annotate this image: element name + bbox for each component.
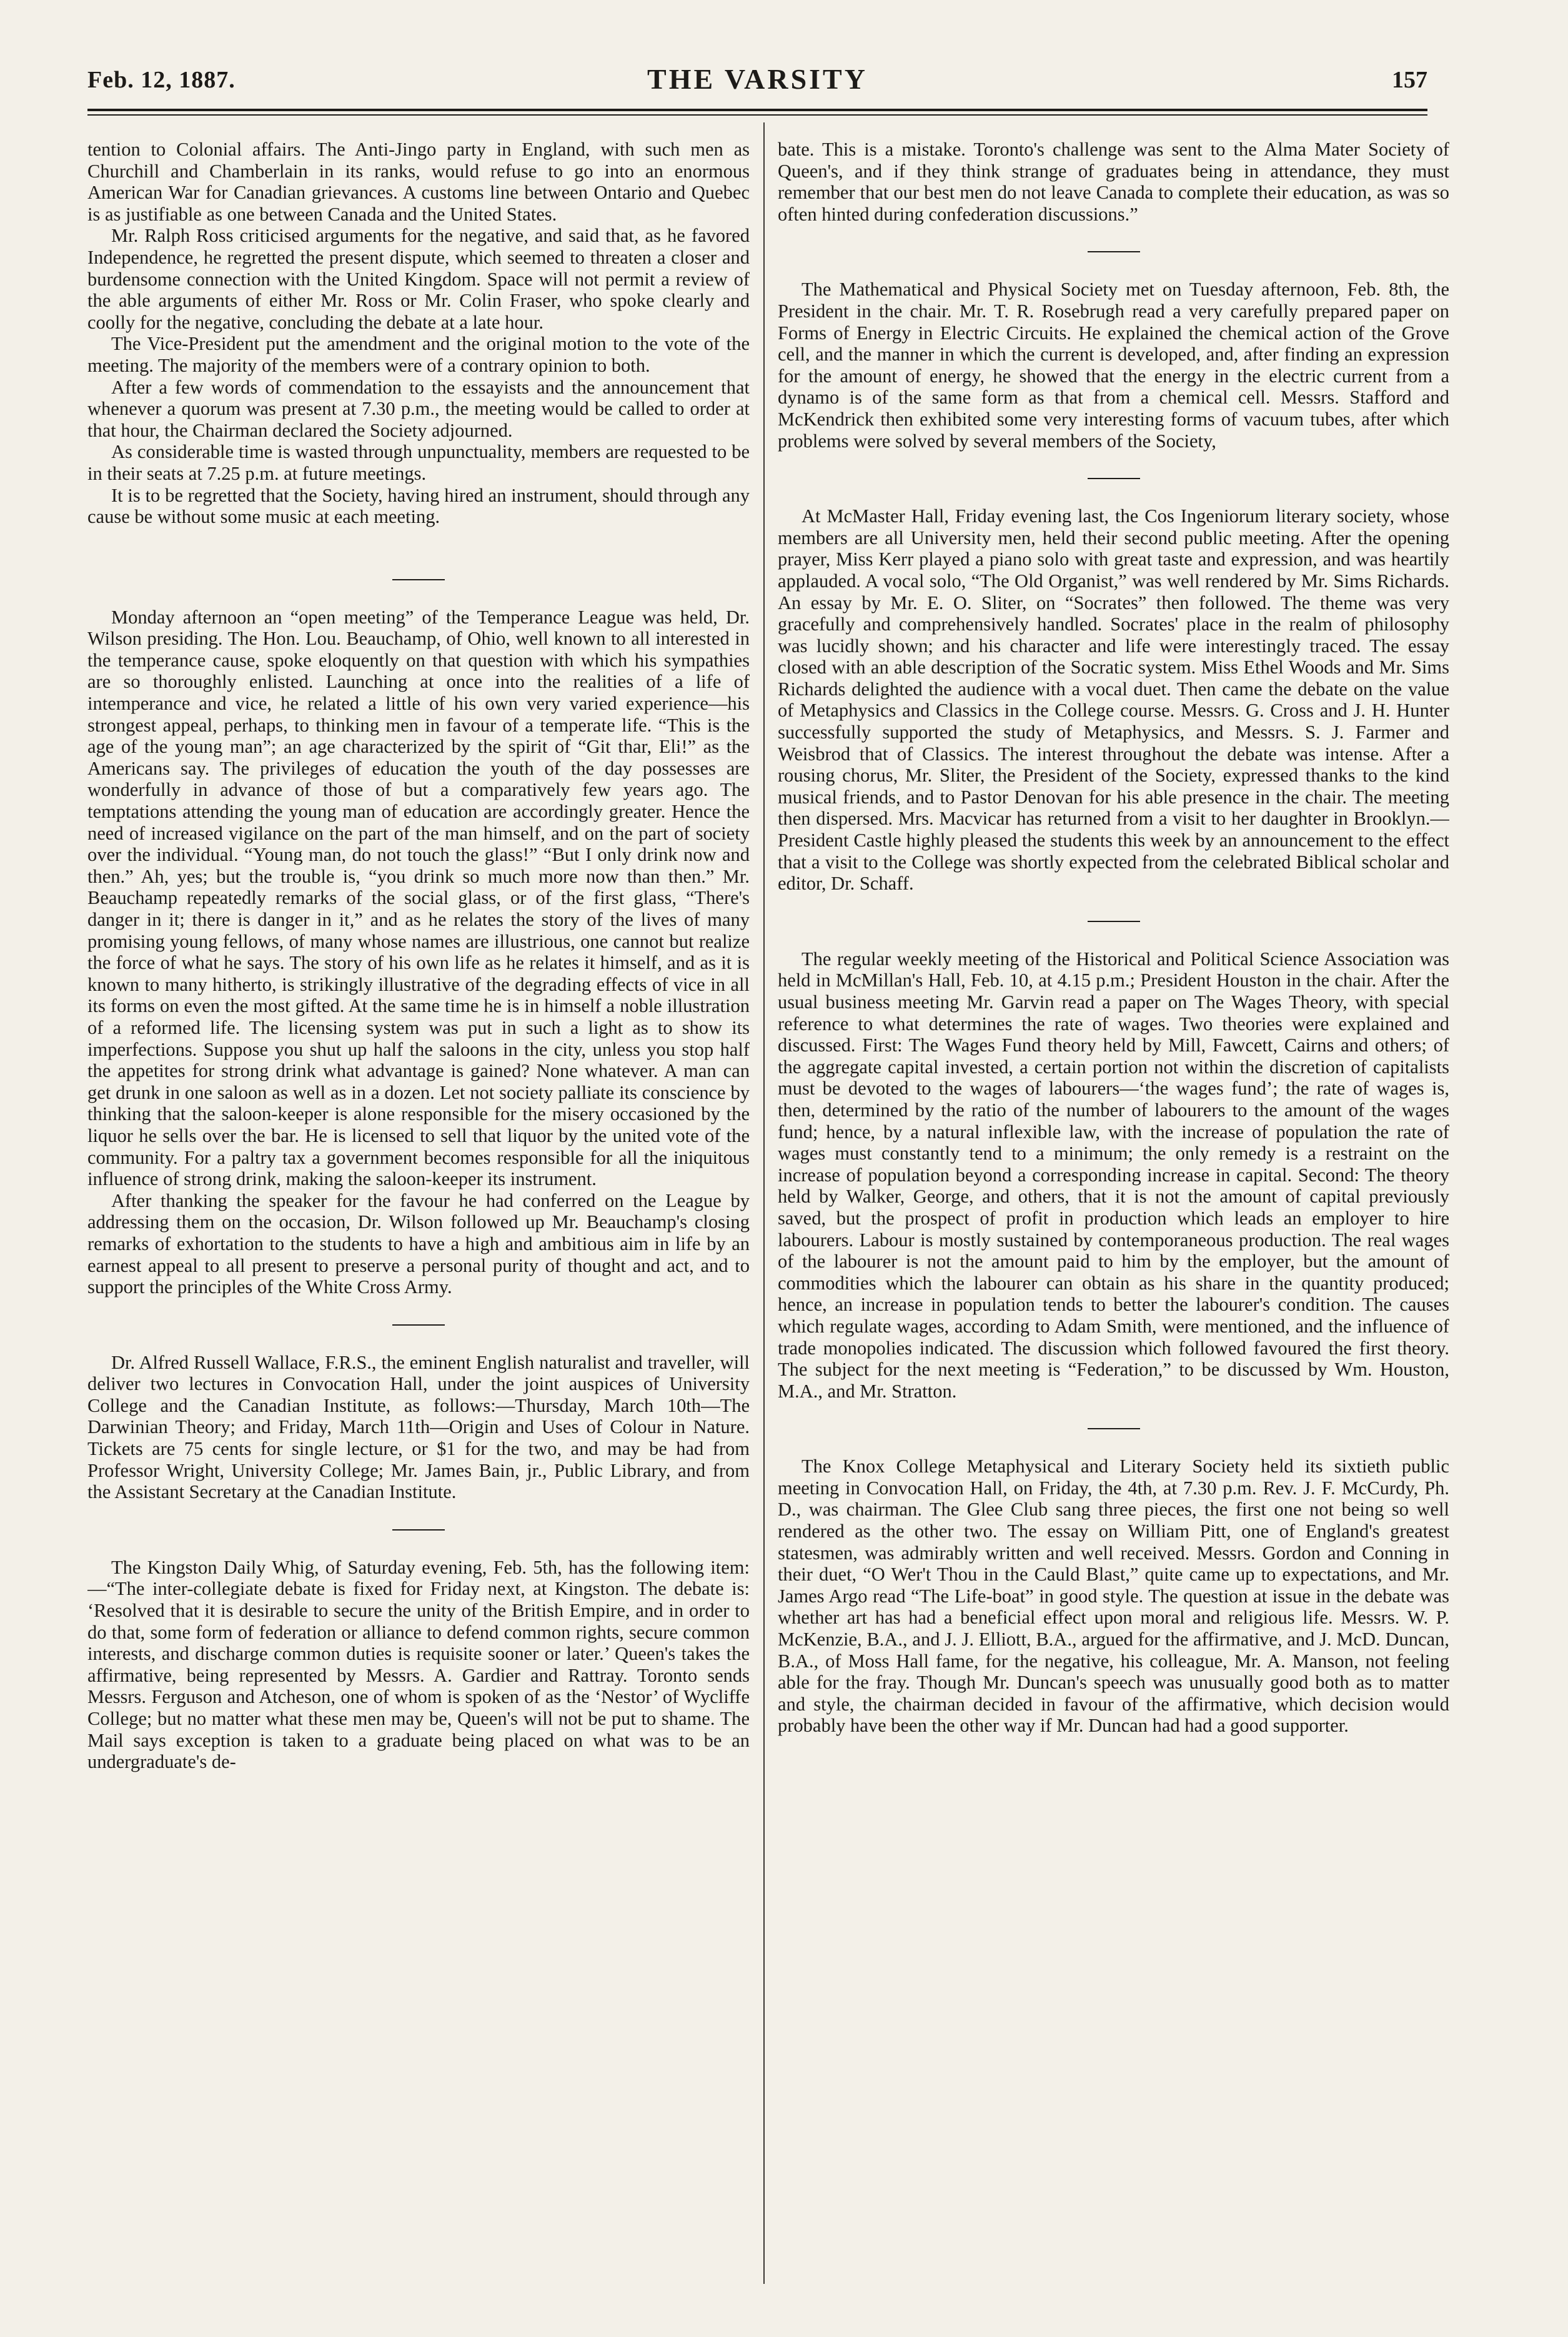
article-paragraph: Mr. Ralph Ross criticised arguments for the negative, and said that, as he favored Independence, he regretted the present dispute, which seemed to threaten a closer and burdensome connection with the United Kingdom. Space will not permit a review of the able arguments of either Mr. Ross or Mr. Colin Fraser, who spoke clearly and coolly for the negative, concluding the debate at a late hour. (87, 225, 750, 333)
header-rule-thin (87, 114, 1427, 116)
article-paragraph: As considerable time is wasted through unpunctuality, members are requested to be in their seats at 7.25 p.m. at future meetings. (87, 441, 750, 484)
left-column (87, 139, 750, 2288)
article-paragraph: After thanking the speaker for the favour he had conferred on the League by addressing them on the occasion, Dr. Wilson followed up Mr. Beauchamp's closing remarks of exhortation to the students to have a high and ambitious aim in life by an earnest appeal to all present to preserve a personal purity of thought and act, and to support the principles of the White Cross Army. (87, 1189, 750, 1298)
article-paragraph: Monday afternoon an “open meeting” of the Temperance League was held, Dr. Wilson presiding. The Hon. Lou. Beauchamp, of Ohio, well known to all interested in the temperance cause, spoke eloquently on that question with which his sympathies are so thoroughly enlisted. Launching at once into the realities of a life of intemperance and vice, he related a little of his own very varied experience—his strongest appeal, perhaps, to thinking men in favour of a temperate life. “This is the age of the young man”; an age characterized by the spirit of “Git thar, Eli!” as the Americans say. The privileges of education the youth of the day possesses are wonderfully in advance of those of but a comparatively few years ago. The temptations attending the young man of education are accordingly greater. Hence the need of increased vigilance on the part of the man himself, and on the part of society over the individual. “Young man, do not touch the glass!” “But I only drink now and then.” Ah, yes; but the trouble is, “you drink so much more now than then.” Mr. Beauchamp repeatedly remarks of the social glass, or of the first glass, “There's danger in it; there is danger in it,” and as he relates the story of the lives of many promising young fellows, of many whose names are illustrious, one cannot but realize the force of what he says. The story of his own life as he relates it himself, and as it is known to many hitherto, is strikingly illustrative of the degrading effects of vice in all its forms on even the most gifted. At the same time he is in himself a noble illustration of a reformed life. The licensing system was put in such a light as to show its imperfections. Suppose you shut up half the saloons in the city, unless you stop half the appetites for strong drink what advantage is gained? None whatever. A man can get drunk in one saloon as well as in a dozen. Let not society palliate its conscience by thinking that the saloon-keeper is alone responsible for the misery occasioned by the liquor he sells over the bar. He is licensed to sell that liquor by the united vote of the community. For a paltry tax a government becomes responsible for all the iniquitous influence of strong drink, making the saloon-keeper its instrument. (87, 606, 750, 1190)
section-separator (87, 1503, 750, 1557)
publication-title: THE VARSITY (647, 63, 868, 95)
column-divider (763, 122, 765, 2284)
right-column (778, 139, 1449, 2288)
section-separator (778, 895, 1449, 948)
section-separator (778, 1402, 1449, 1456)
section-separator (87, 553, 750, 607)
article-paragraph: bate. This is a mistake. Toronto's challenge was sent to the Alma Mater Society of Queen's, and if they think strange of graduates being in attendance, they must remember that our best men do not leave Canada to complete their education, as was so often hinted during confederation discussions.” (778, 139, 1449, 225)
issue-date: Feb. 12, 1887. (87, 67, 236, 93)
header-rule-thick (87, 109, 1427, 111)
article-paragraph: tention to Colonial affairs. The Anti-Jingo party in England, with such men as Churchill and Chamberlain in its ranks, would refuse to go into an enormous American War for Canadian grievances. A customs line between Ontario and Quebec is as justifiable as one between Canada and the United States. (87, 139, 750, 225)
article-paragraph: At McMaster Hall, Friday evening last, the Cos Ingeniorum literary society, whose members are all University men, held their second public meeting. After the opening prayer, Miss Kerr played a piano solo with great taste and expression, and was heartily applauded. A vocal solo, “The Old Organist,” was well rendered by Mr. Sims Richards. An essay by Mr. E. O. Sliter, on “Socrates” then followed. The theme was very gracefully and comprehensively handled. Socrates' place in the realm of philosophy was lucidly shown; and his character and life were interestingly traced. The essay closed with an able description of the Socratic system. Miss Ethel Woods and Mr. Sims Richards delighted the audience with a vocal duet. Then came the debate on the value of Metaphysics and Classics in the College course. Messrs. G. Cross and J. H. Hunter successfully supported the study of Metaphysics, and Messrs. S. J. Farmer and Weisbrod that of Classics. The interest throughout the debate was intense. After a rousing chorus, Mr. Sliter, the President of the Society, expressed thanks to the kind musical friends, and to Pastor Denovan for his able presence in the chair. The meeting then dispersed. Mrs. Macvicar has returned from a visit to her daughter in Brooklyn.—President Castle highly pleased the students this week by an announcement to the effect that a visit to the College was shortly expected from the celebrated Biblical scholar and editor, Dr. Schaff. (778, 505, 1449, 895)
spacer (87, 528, 750, 553)
article-paragraph: The Kingston Daily Whig, of Saturday evening, Feb. 5th, has the following item:—“The inter-collegiate debate is fixed for Friday next, at Kingston. The debate is: ‘Resolved that it is desirable to secure the unity of the British Empire, and in order to do that, some form of federation or alliance to defend common rights, secure common interests, and discharge common duties is requisite sooner or later.’ Queen's takes the affirmative, being represented by Messrs. A. Gardier and Rattray. Toronto sends Messrs. Ferguson and Atcheson, one of whom is spoken of as the ‘Nestor’ of Wycliffe College; but no matter what these men may be, Queen's will not be put to shame. The Mail says exception is taken to a graduate being placed on what was to be an undergraduate's de- (87, 1556, 750, 1773)
article-paragraph: After a few words of commendation to the essayists and the announcement that whenever a quorum was present at 7.30 p.m., the meeting would be called to order at that hour, the Chairman declared the Society adjourned. (87, 376, 750, 441)
article-paragraph: The Knox College Metaphysical and Literary Society held its sixtieth public meeting in Convocation Hall, on Friday, the 4th, at 7.30 p.m. Rev. J. F. McCurdy, Ph. D., was chairman. The Glee Club sang three pieces, the first one not being so well rendered as the other two. The essay on William Pitt, one of England's greatest statesmen, was admirably written and well received. Messrs. Gordon and Conning in their duet, “O Wer't Thou in the Cauld Blast,” quite came up to expectations, and Mr. James Argo read “The Life-boat” in good style. The question at issue in the debate was whether art has had a beneficial effect upon moral and religious life. Messrs. W. P. McKenzie, B.A., and J. J. Elliott, B.A., argued for the affirmative, and J. McD. Duncan, B.A., of Moss Hall fame, for the negative, his colleague, Mr. A. Manson, not feeling able for the fray. Though Mr. Duncan's speech was unusually good both as to matter and style, the chairman decided in favour of the affirmative, which decision would probably have been the other way if Mr. Duncan had had a good supporter. (778, 1456, 1449, 1737)
article-paragraph: The regular weekly meeting of the Historical and Political Science Association was held in McMillan's Hall, Feb. 10, at 4.15 p.m.; President Houston in the chair. After the usual business meeting Mr. Garvin read a paper on The Wages Theory, with special reference to what determines the rate of wages. Two theories were explained and discussed. First: The Wages Fund theory held by Mill, Fawcett, Cairns and others; of the aggregate capital invested, a certain portion not within the discretion of capitalists must be devoted to the wages of labourers—‘the wages fund’; the rate of wages is, then, determined by the ratio of the number of labourers to the amount of the wages fund; hence, by a natural inflexible law, with the increase of population the rate of wages must constantly tend to a minimum; the only remedy is a restraint on the increase of population beyond a corresponding increase in capital. Second: The theory held by Walker, George, and others, that it is not the amount of capital previously saved, but the prospect of profit in production which leads an employer to hire labourers. Labour is mostly sustained by contemporaneous production. The real wages of the labourer is not the amount paid to him by the employer, but the amount of commodities which the labourer can obtain as his share in the quantity produced; hence, an increase in population tends to better the labourer's condition. The causes which regulate wages, according to Adam Smith, were mentioned, and the influence of trade monopolies indicated. The discussion which followed favoured the first theory. The subject for the next meeting is “Federation,” to be discussed by Wm. Houston, M.A., and Mr. Stratton. (778, 948, 1449, 1402)
page-number: 157 (1392, 67, 1427, 93)
section-separator (87, 1298, 750, 1352)
article-paragraph: The Mathematical and Physical Society met on Tuesday afternoon, Feb. 8th, the President in the chair. Mr. T. R. Rosebrugh read a very carefully prepared paper on Forms of Energy in Electric Circuits. He explained the chemical action of the Grove cell, and the manner in which the current is developed, and, after finding an expression for the amount of energy, he showed that the energy in the electric current from a dynamo is of the same form as that from a chemical cell. Messrs. Stafford and McKendrick then exhibited some very interesting forms of vacuum tubes, after which problems were solved by several members of the Society, (778, 279, 1449, 452)
article-paragraph: Dr. Alfred Russell Wallace, F.R.S., the eminent English naturalist and traveller, will deliver two lectures in Convocation Hall, under the joint auspices of University College and the Canadian Institute, as follows:—Thursday, March 10th—The Darwinian Theory; and Friday, March 11th—Origin and Uses of Colour in Nature. Tickets are 75 cents for single lecture, or $1 for the two, and may be had from Professor Wright, University College; Mr. James Bain, jr., Public Library, and from the Assistant Secretary at the Canadian Institute. (87, 1351, 750, 1503)
article-paragraph: It is to be regretted that the Society, having hired an instrument, should through any cause be without some music at each meeting. (87, 484, 750, 528)
masthead (87, 62, 1427, 106)
article-paragraph: The Vice-President put the amendment and the original motion to the vote of the meeting. The majority of the members were of a contrary opinion to both. (87, 333, 750, 376)
section-separator (778, 452, 1449, 505)
section-separator (778, 225, 1449, 279)
